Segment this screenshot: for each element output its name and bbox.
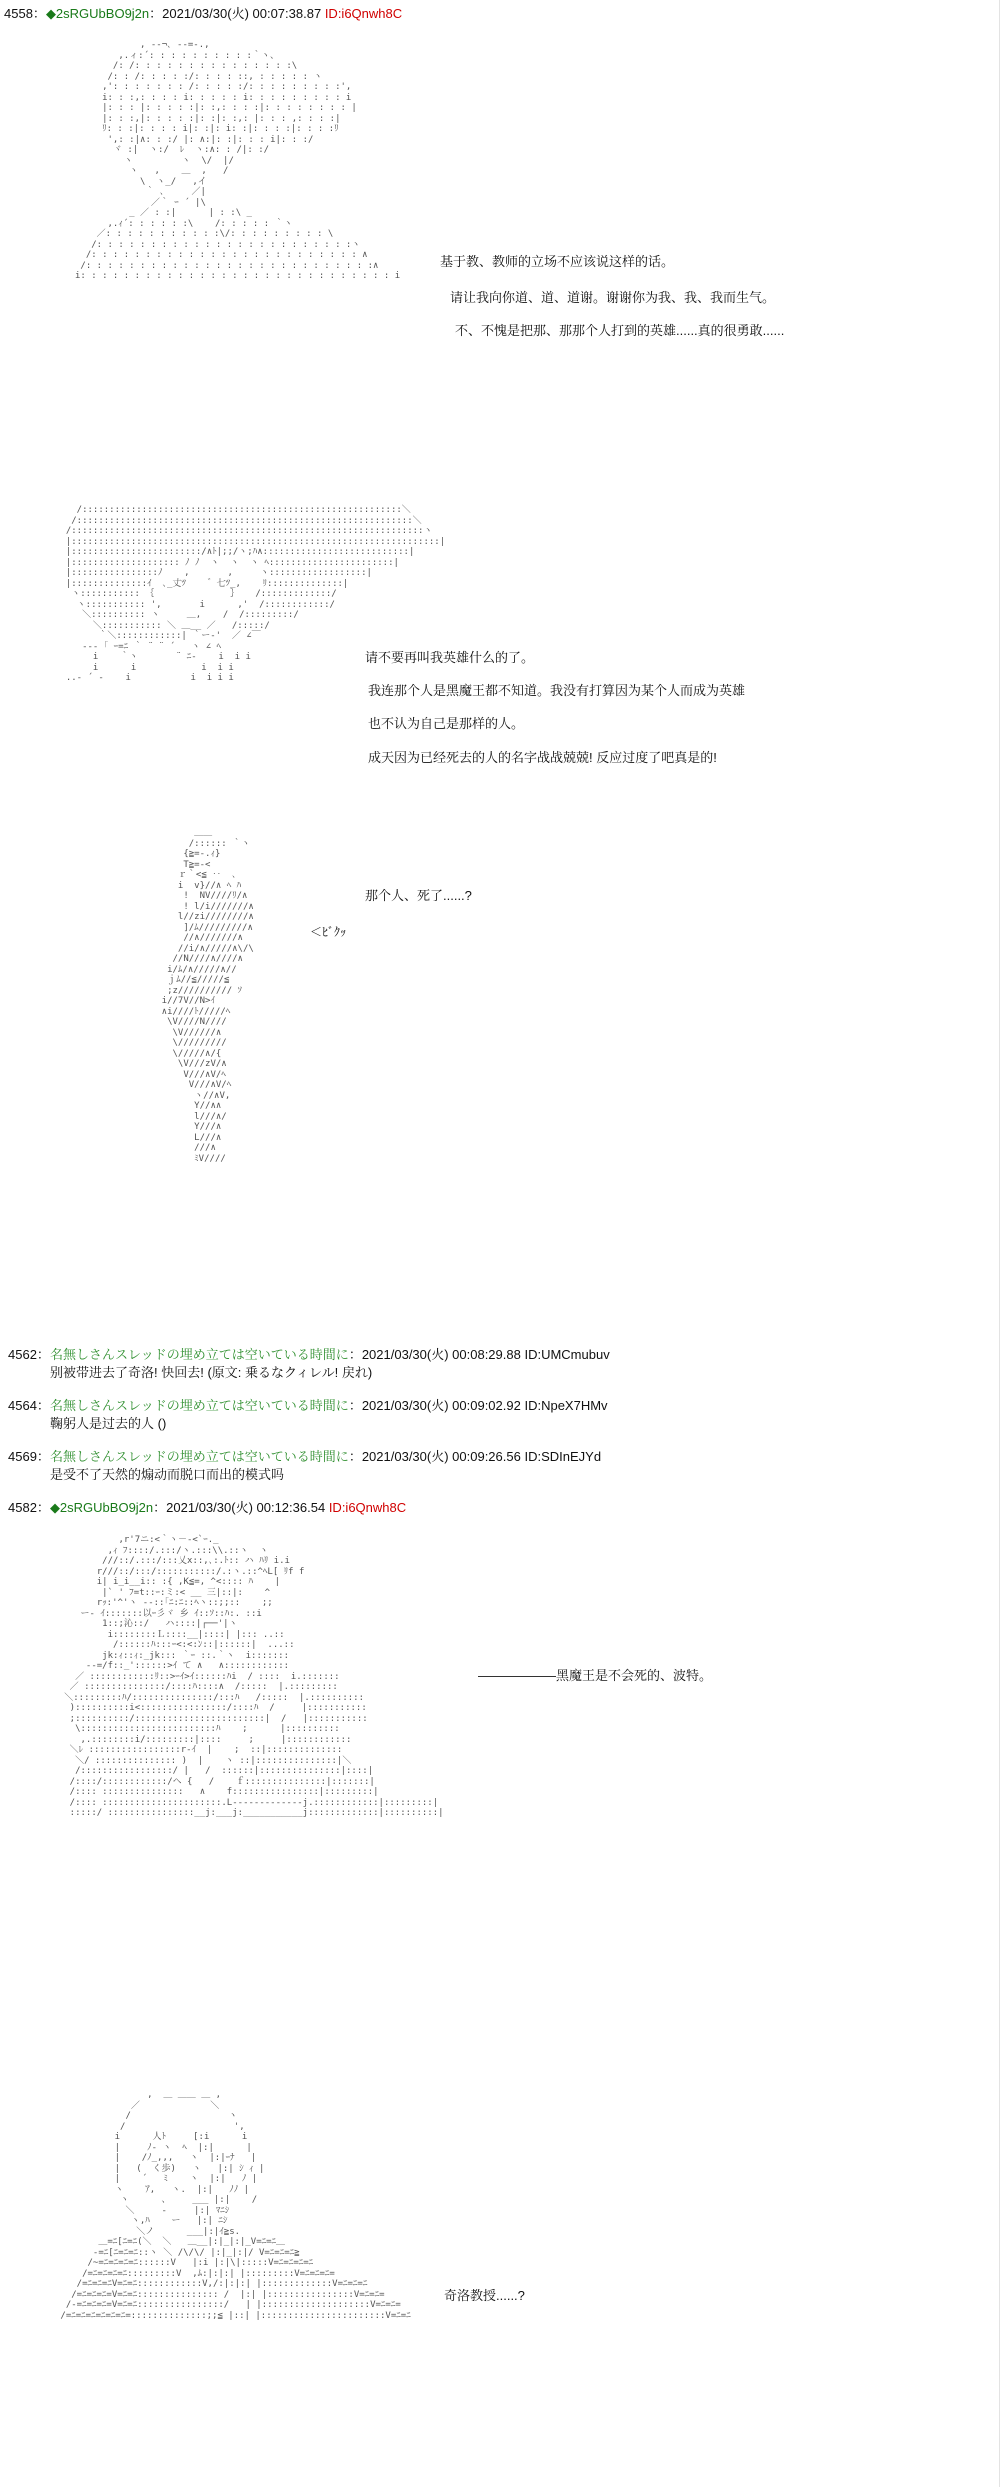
post-date: 2021/03/30(火) 00:07:38.87: [162, 6, 322, 21]
post-separator: ：: [36, 1500, 50, 1515]
name-colon: ：: [153, 1500, 167, 1515]
post-number[interactable]: 4562: [8, 1347, 37, 1362]
post-date: 2021/03/30(火) 00:09:26.56: [361, 1449, 521, 1464]
dialog-line: 也不认为自己是那样的人。: [368, 716, 525, 731]
post-header: [8, 1449, 601, 1465]
sound-effect: ＜ﾋﾞｸｯ: [310, 925, 347, 939]
post-separator: ：: [36, 1449, 50, 1464]
post-header: [8, 1500, 406, 1516]
post-separator: ：: [36, 1347, 50, 1362]
post-date: 2021/03/30(火) 00:09:02.92: [361, 1398, 521, 1413]
dialog-line: 我连那个人是黑魔王都不知道。我没有打算因为某个人而成为英雄: [368, 683, 746, 698]
post-separator: ：: [36, 1398, 50, 1413]
dialog-line: 请让我向你道、道、道谢。谢谢你为我、我、我而生气。: [450, 290, 776, 305]
ascii-art-figure: , ＿ ＿＿ ＿ , ／ ＼ / ヽ / ', i 人ﾄ [:i i | ﾉ‐ ヽ ﾍ |:| | | /ﾉ_,,, ヽ |:|ｰﾅ | | ( く歩) ヽ |:| ｼ ｨ | | ´ ﾐ ヽ |:| ﾉ | ヽ ｱ, ヽ. |:| ﾉﾉ | ヽ 、 ___ |:| / ＼ - |:| ﾏﾆｼ ヽ,ﾊ ー |:| ﾆｼ ＼ノ ___|:|ｲ≧s. ＿=ﾆ[ﾆ=ﾆ(＼ ＼ ＿__|:|_|:|_V=ﾆ=ﾆ＿ -=ﾆ[ﾆ=ﾆ=ﾆ::ヽ ＼ /\/\/ |:|_|:|/ V=ﾆ=ﾆ=ﾆ≧ /~=ﾆ=ﾆ=ﾆ=ﾆ::::::V |:i |:|\|:::::V=ﾆ=ﾆ=ﾆ=ﾆ /=ﾆ=ﾆ=ﾆ=ﾆ:::::::::V ,ﾑ:|:|:| |:::::::::V=ﾆ=ﾆ=ﾆ= /=ﾆ=ﾆ=ﾆV=ﾆ=ﾆ::::::::::::V,/:|:|:| |:::::::::::::V=ﾆ=ﾆ=ﾆ /=ﾆ=ﾆ=ﾆ=V=ﾆ=ﾆ::::::::::::::: / |:| |::::::::::::::::V=ﾆ=ﾆ= /-=ﾆ=ﾆ=ﾆ=V=ﾆ=ﾆ::::::::::::::::/ | |::::::::::::::::::::V=ﾆ=ﾆ= /=ﾆ=ﾆ=ﾆ=ﾆ=ﾆ=ﾆ=::::::::::::::;;≦ |::| |:::::::::::::::::::::::V=ﾆ=ﾆ: [60, 2090, 411, 2321]
poster-name: 名無しさんスレッドの埋め立ては空いている時間に: [49, 1449, 349, 1464]
poster-id[interactable]: ID:UMCmubuv: [524, 1347, 610, 1362]
poster-id[interactable]: ID:SDInEJYd: [524, 1449, 602, 1464]
name-colon: ：: [348, 1347, 362, 1362]
post-body: 是受不了天然的煽动而脱口而出的模式吗: [50, 1467, 285, 1482]
dialog-line: 不、不愧是把那、那那个人打到的英雄......真的很勇敢......: [455, 323, 785, 338]
post-header: [8, 1398, 608, 1414]
dialog-line: 那个人、死了......?: [365, 888, 472, 903]
ascii-art-figure: /:::::::::::::::::::::::::::::::::::::::::::::::::::::::::::＼ /::::::::::::::::::::::::::::::::::::::::::::::::::::::::::::::＼ /:::::::::::::::::::::::::::::::::::::::::::::::::::::::::::::::::ヽ |::::::::::::::::::::::::::::::::::::::::::::::::::::::::::::::::::::| |::::::::::::::::::::::::/∧ﾄ|;;/ヽ;ﾊ∧:::::::::::::::::::::::::::| |:::::::::::::::::::: ﾉ ﾉ ヽ ヽ ヽ ﾍ:::::::::::::::::::::::| |::::::::::::::::ﾉ , , ヽ::::::::::::::::::| |::::::::::::::ｲ ､_丈ﾂ ゛七ﾂ_, ﾘ::::::::::::::| ヽ::::::::::: ｛ ｝ /:::::::::::::/ ヽ::::::::::: ', i ,' /::::::::::::/ ＼:::::::::: ヽ ＿, / /:::::::::/ ＼::::::::::: ＼ ＿__ ／ /:::::/ ｀＼::::::::::::| ｀ー‐' ／ ∠￣ ‐‐‐ ｢ ｰ=ﾆ ｀ ¨ ¨ ´ ヽ ∠ ﾍ i ｀ヽ ¨ ﾆ‐ i i i i i i i i ..‐ ´ - i i i i i: [65, 505, 446, 683]
dialog-line: 请不要再叫我英雄什么的了。: [365, 650, 535, 665]
dialog-line: 奇洛教授......?: [444, 2288, 525, 2303]
post-date: 2021/03/30(火) 00:08:29.88: [361, 1347, 521, 1362]
poster-id[interactable]: ID:i6Qnwh8C: [328, 1500, 407, 1515]
ascii-art-figure: , -‐¬､ ‐‐=-., ,.ィ:´: : : : : : : : : :｀ヽ、 /: /: : : : : : : : : : : : : : :\ /: : /: : : : :/: : : : ::, : : : : : ヽ ,': : : : : : : /: : : : :/: : : : : : : : :', i: : :,: : : : i: : : : : i: : : : : : : : : i |: : : |: : : : :|: :,: : : :|: : : : : : : : | |: : :,|: : : : :|: :|: :,: |: : : ,: : : :| ﾘ: : :|: : : : i|: :|: i: :|: : : :|: : : :ﾘ ',: :|∧: : :/ |: ∧:|: :|: : : i|: : :/ ヾ :| ヽ:/ ﾚ ヽ:∧: : /|: :/ ヽ ヽ \/ |/ ヽ , ＿ , / \ ヽ_/ ,イ ｀ ､ ／| ／｀ ｰ ´ |\ _ ／ : :| | : :\ _ ,.ｨ´: : : : : :\ /: : : : : ｀ヽ ／: : : : : : : : : : :\/: : : : : : : : : \ /: : : : : : : : : : : : : : : : : : : : : : : :ヽ /: : : : : : : : : : : : : : : : : : : : : : : : : ∧ /: : : : : : : : : : : : : : : : : : : : : : : : : : :∧ i: : : : : : : : : : : : : : : : : : : : : : : : : : : : : i: [75, 40, 401, 281]
post-number[interactable]: 4564: [8, 1398, 37, 1413]
ascii-art-figure: ＿＿ /:::::: ｀ヽ {≧=-.ｨ} T≧=-< ｒ｀<≦ ‥ ､ i v}//∧ ﾍ ﾊ ! NV////ﾘ/∧ ! l/i///////∧ l//zi////////∧ ]/ﾑ/////////∧ //∧///////∧ //i/∧/////∧\/\ //N////∧////∧ i/ﾑ/∧/////∧// ｊﾑ//≦/////≦ ;z////////// ｿ i//7V//N>ｲ ∧i////ﾄ/////ﾍ \V////N//// \V//////∧ \///////// \/////∧/{ \V///zV/∧ V///∧V/ﾍ V///∧V/ﾍ ヽ//∧V, Y//∧∧ l///∧/ Y///∧ L///∧ ///∧ ﾐV////: [161, 828, 254, 1164]
post-date: 2021/03/30(火) 00:12:36.54: [166, 1500, 326, 1515]
post-number[interactable]: 4582: [8, 1500, 37, 1515]
poster-id[interactable]: ID:i6Qnwh8C: [324, 6, 403, 21]
post-body: 别被带进去了奇洛! 快回去! (原文: 乗るなクィレル! 戻れ): [50, 1365, 373, 1380]
post-number[interactable]: 4569: [8, 1449, 37, 1464]
poster-name: 名無しさんスレッドの埋め立ては空いている時間に: [49, 1398, 349, 1413]
name-colon: ：: [348, 1449, 362, 1464]
dialog-line: 基于教、教师的立场不应该说这样的话。: [440, 254, 675, 269]
post-number[interactable]: 4558: [4, 6, 33, 21]
poster-name: 名無しさんスレッドの埋め立ては空いている時間に: [49, 1347, 349, 1362]
poster-name: ◆2sRGUbBO9j2n: [49, 1500, 154, 1515]
name-colon: ：: [149, 6, 163, 21]
dialog-line: 成天因为已经死去的人的名字战战兢兢! 反应过度了吧真是的!: [368, 750, 717, 765]
post-body: 鞠躬人是过去的人 (): [50, 1416, 167, 1431]
ascii-art-figure: ,r'7ニ:<｀ヽ－-<`ｰ._ ,ｨ ﾌ::::/.:::/ヽ.:::\\.::ヽ ヽ ///::/.:::/:::乂x::,､:.ﾄ:: ハ ﾊﾘ i.i r///::/:::/:::::::::::/.:ヽ.::^ﾍL[ ﾘf f i| i_i__i:: :{ ,K≦=, ^<:::: ﾊ | |` ' ﾌ=t::ｰ:ミ:< __ 三|::|: ^ rｯ:'^'ヽ --::｢ﾆ:ﾆ::ﾍヽ::;;:: ;; ー‐ ｲ:::::::以ｰ彡ヾ 乡 ｲ::ｿ::ﾊ:. ::i 1::;沁::/ ハ::::|┌──'|ヽ i::::::::Ｌ::::__|::::| |::: ..:: /::::::ﾊ:::ｰ<:<:ﾝ::|::::::| ...:: jk:ｨ::ｨ:_jk::: ｀ｰ ::.｀ヽ i::::::: --=/f::_'::::::>ｲ て ∧ ∧:::::::::::: ／ ::::::::::::ﾘ::>ｰｲ>ｲ::::::ﾊi / :::: i.::::::: ／ :::::::::::::::/::::ﾊ::::∧ /::::: |.::::::::: ＼:::::::::ﾊ/:::::::::::::::/:::ﾊ /::::: |.:::::::::: )::::::::::i<::::::::::::::::/::::ﾊ / |::::::::::: ;::::::::::/::::::::::::::::::::::::| / |::::::::::: \:::::::::::::::::::::::::ﾊ ; |:::::::::: ,.::::::::i/:::::::::|:::: ; |:::::::::::: ＼ﾚ :::::::::::::::::r-ｲ | ; ::|:::::::::::::: ＼/ ::::::::::::::: ) | ヽ ::|:::::::::::::::|＼ /:::::::::::::::::/ | / ::::::|:::::::::::::::|::::| /::::/::::::::::::/ヘ { / ｆ:::::::::::::::|:::::::| /:::: ::::::::::::::: ∧ f::::::::::::::::|:::::::::| /:::: ::::::::::::::::::::::.L-------------j.::::::::::::|:::::::::| :::::/ ::::::::::::::::__j:___j:___________j:::::::::::::|::::::::::|: [64, 1535, 444, 1818]
name-colon: ：: [348, 1398, 362, 1413]
poster-name: ◆2sRGUbBO9j2n: [45, 6, 150, 21]
post-header: [8, 1347, 610, 1363]
poster-id[interactable]: ID:NpeX7HMv: [524, 1398, 608, 1413]
post-separator: ：: [32, 6, 46, 21]
dialog-line: ——————黑魔王是不会死的、波特。: [478, 1668, 713, 1683]
post-header: [4, 6, 402, 22]
